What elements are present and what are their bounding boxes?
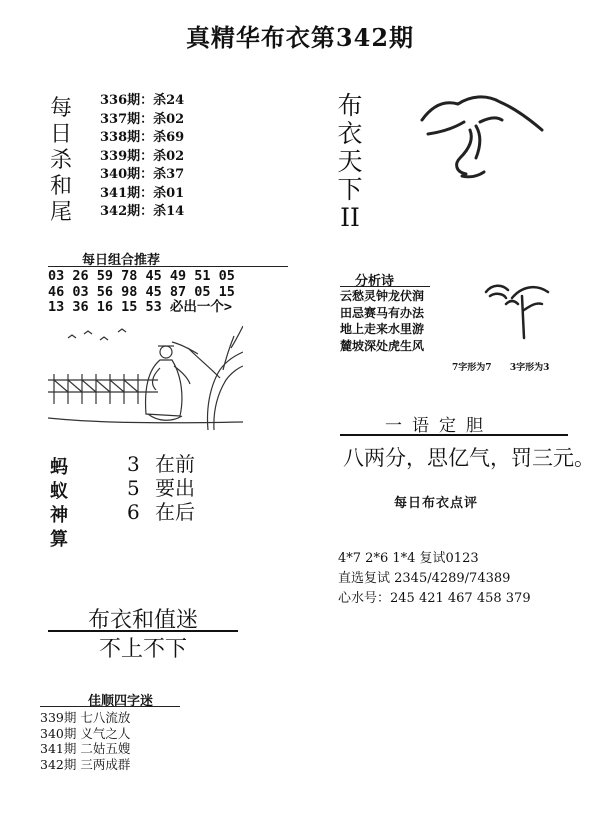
four-char-riddle-item: 341期 二姑五嫂	[40, 741, 131, 756]
daily-kill-item: 339期：杀02	[100, 148, 185, 164]
buyi-tianxia-char: 衣	[337, 119, 363, 148]
analysis-poem-note: 3字形为3	[509, 363, 550, 373]
daily-combo-title: 每日组合推荐	[82, 253, 161, 268]
daily-kill-item: 342期：杀14	[100, 204, 185, 219]
ant-calc-row	[127, 476, 195, 500]
ant-calc-number: 5	[127, 476, 140, 500]
ant-calc-label-char: 蚂	[50, 457, 68, 478]
analysis-poem-lines	[340, 288, 424, 354]
tips-line: 直选复试 2345/4289/74389	[338, 571, 511, 586]
daily-kill-item: 337期：杀02	[100, 111, 185, 127]
analysis-poem-note: 7字形为7	[452, 363, 492, 373]
buyi-tianxia-char: II	[340, 203, 360, 232]
ant-calc-number: 6	[127, 500, 140, 524]
daily-combo-row: 13 36 16 15 53 必出一个>	[48, 299, 233, 315]
scholar-illustration	[48, 318, 243, 430]
buyi-tianxia-char: 天	[337, 147, 363, 176]
daily-combo-row: 46 03 56 98 45 87 05 15	[48, 283, 235, 300]
divider	[340, 286, 430, 287]
daily-kill-item: 340期：杀37	[100, 167, 185, 182]
tips-line: 心水号：245 421 467 458 379	[338, 591, 531, 606]
page-title: 真精华布衣第342期	[185, 23, 415, 52]
daily-kill-label-char: 杀	[49, 148, 72, 173]
ant-calc-number: 3	[127, 452, 140, 476]
divider	[340, 434, 568, 436]
mountain-sketch	[418, 92, 548, 188]
daily-kill-list	[100, 92, 184, 222]
buyi-value-answer: 不上不下	[98, 637, 187, 662]
ant-calc-label-char: 神	[50, 505, 68, 526]
four-char-riddle-item: 340期 义气之人	[40, 725, 131, 741]
tips-block	[338, 549, 531, 609]
four-char-riddle-list	[40, 710, 130, 772]
analysis-poem-line: 田忌赛马有办法	[340, 305, 425, 320]
ant-calc-row	[127, 500, 195, 524]
daily-kill-label	[48, 96, 74, 226]
ant-calc-predictions	[127, 452, 195, 524]
divider	[48, 266, 288, 267]
daily-combo-rows	[48, 269, 235, 316]
daily-combo-row: 03 26 59 78 45 49 51 05	[48, 268, 235, 284]
buyi-tianxia-char: 下	[337, 175, 363, 204]
daily-kill-label-char: 每	[49, 96, 72, 121]
daily-kill-item: 338期：杀69	[100, 130, 185, 145]
analysis-poem-line: 云愁灵钟龙伏润	[340, 289, 425, 303]
daily-kill-item: 336期：杀24	[100, 93, 185, 108]
daily-kill-item: 341期：杀01	[100, 185, 185, 201]
daily-kill-label-char: 和	[49, 174, 72, 199]
analysis-poem-title: 分析诗	[355, 274, 395, 289]
tips-line: 4*7 2*6 1*4 复试0123	[338, 551, 479, 566]
buyi-tianxia-char: 布	[337, 91, 363, 120]
buyi-tianxia-label	[336, 92, 364, 232]
daily-review-title: 每日布衣点评	[394, 496, 479, 511]
daily-kill-label-char: 尾	[49, 200, 72, 225]
one-word-title: 一语定胆	[385, 416, 493, 436]
analysis-poem-line: 地上走来水里游	[340, 322, 425, 336]
ant-calc-label-char: 算	[50, 529, 68, 550]
ant-calc-label-char: 蚁	[50, 481, 68, 502]
ant-calc-text: 在前	[155, 452, 195, 476]
ant-calc-label	[50, 456, 70, 552]
analysis-poem-line: 麓坡深处虎生风	[340, 338, 425, 353]
buyi-value-title: 布衣和值迷	[87, 608, 198, 633]
ant-calc-text: 要出	[155, 476, 195, 500]
four-char-riddle-title: 佳顺四字迷	[88, 694, 154, 709]
ant-calc-text: 在后	[155, 500, 195, 524]
divider	[40, 706, 180, 707]
four-char-riddle-item: 339期 七八流放	[40, 710, 131, 725]
ant-calc-row	[127, 452, 195, 476]
tree-sketch	[482, 278, 552, 344]
four-char-riddle-item: 342期 三两成群	[40, 756, 131, 772]
daily-kill-label-char: 日	[49, 122, 72, 147]
analysis-poem-notes	[452, 360, 549, 373]
one-word-text: 八两分，思亿气，罚三元。	[343, 446, 595, 470]
